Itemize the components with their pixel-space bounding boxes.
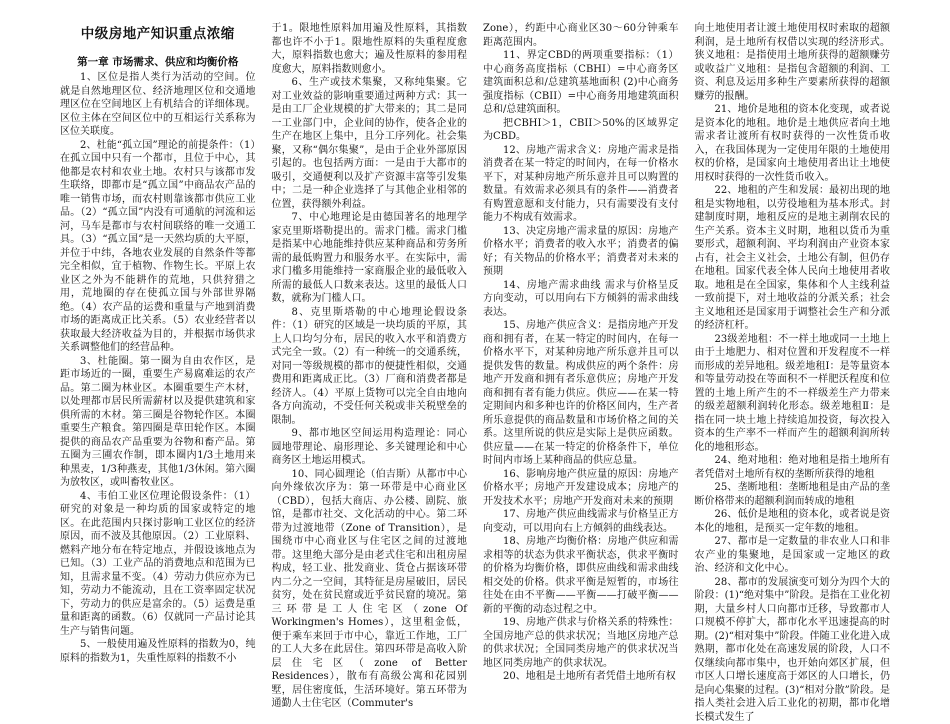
paragraph: 20、地租是土地所有者凭借土地所有权: [483, 670, 679, 684]
paragraph: 4、韦伯工业区位理论假设条件：（1）研究的对象是一种均质的国家或特定的地区。在此范围内只探讨影响工业区位的经济原因，而不波及其他原因。（2）工业原料、燃料产地分布在特定地点，并假设该地点为已知。（3）工业产品的消费地点和范围为已知，且需求量不变。（4）劳动力供应亦为已知，劳动力不能流动，且在工资率固定状况下，劳动力的供应是富余的。（5）运费是重量和距离的函数。（6）仅就同一产品讨论其生产与销售问题。: [60, 490, 256, 639]
paragraph: 22、地租的产生和发展：最初出现的地租是实物地租，以劳役地租为基本形式。封建制度时期，地租反应的是地主剥削农民的生产关系。资本主义时期，地租以货币为重要形式，超额利润、平均利润由产业资本家占有，社会主义社会，土地公有制，但仍存在地租。国家代表全体人民向土地使用者收取。地租是在全国家，集体和个人主线利益一致前提下，对土地收益的分派关系；社会主义地租还是国家用于调整社会生产和分派的经济杠杆。: [695, 184, 891, 333]
paragraph: 11、界定CBD的两项重要指标：（1）中心商务高度指标（CBHI）=中心商务区建筑面积总和/总建筑基地面积 (2)中心商务强度指标（CBII）=中心商务用地建筑面积总和/总建筑面积。: [483, 49, 679, 117]
paragraph: 24、绝对地租：绝对地租是指土地所有者凭借对土地所有权的垄断所获得的地租: [695, 454, 891, 481]
paragraph: 13、决定房地产需求量的原因：房地产价格水平；消费者的收入水平；消费者的偏好；有关物品的价格水平；消费者对未来的预期: [483, 225, 679, 279]
text-column-3: [483, 22, 679, 724]
document-page: [60, 22, 890, 662]
chapter-heading: 第一章 市场需求、供应和均衡价格: [60, 56, 256, 70]
paragraph: 2、杜能“孤立国”理论的前提条件：（1）在孤立国中只有一个都市，且位于中心，其他都是农村和农业土地。农村只与该都市发生联络，即都市是“孤立国”中商品农产品的唯一销售市场，而农村则靠该都市供应工业品。（2）“孤立国”内没有可通航的河流和运河，马车是都市与农村间联络的唯一交通工具。（3）“孤立国”是一天然均质的大平原，并位于中纬，各地农业发展的自然条件等都完全相似，宜于植物、作物生长。平原上农业区之外为不能耕作的荒地，只供狩猎之用，荒地圈的存在使孤立国与外部世界隔绝。（4）农产品的运费和重量与产地到消费市场的距离成正比关系。（5）农业经营者以获取最大经济收益为目的，并根据市场供求关系调整他们的经营品种。: [60, 139, 256, 355]
paragraph: 3、杜能圈。第一圈为自由农作区，是距市场近的一圈，重要生产易腐难运的农产品。第二圈为林业区。本圈重要生产木材，以处理都市居民所需薪材以及提供建筑和家俱所需的木材。第三圈是谷物轮作区。本圈重要生产粮食。第四圈是草田轮作区。本圈提供的商品农产品重要为谷物和畜产品。第五圈为三圃农作制，即本圈内1/3土地用来种黑麦，1/3种燕麦，其他1/3休闲。第六圈为放牧区，或叫畜牧业区。: [60, 355, 256, 490]
paragraph: 26、低价是地租的资本化，或者说是资本化的地租，是预买一定年数的地租。: [695, 508, 891, 535]
paragraph: 14、房地产需求曲线 需求与价格呈反方向变动，可以用向右下方倾斜的需求曲线表达。: [483, 279, 679, 320]
paragraph: 5、一般使用遍及性原料的指数为0，纯原料的指数为1，失重性原料的指数不小: [60, 638, 256, 665]
document-title: 中级房地产知识重点浓缩: [60, 28, 256, 42]
paragraph: 28、都市的发展演变可划分为四个大的阶段：(1)“绝对集中”阶段。是指在工业化初期，大量乡村人口向都市迁移，导致都市人口规模不停扩大，都市化水平迅速提高的时期。(2)“相对集中”阶段。伴随工业化进入成熟期，都市化处在高速发展的阶段，人口不仅继续向都市集中，也开始向郊区扩展，但市区人口增长速度高于郊区的人口增长，仍是向心集聚的过程。(3)“相对分散”阶段。是指人类社会进入后工业化的初期，都市化增长模式发生了: [695, 576, 891, 724]
paragraph-continued: 向土地使用者让渡土地使用权时索取的超额利润，是土地所有权借以实现的经济形式。狭义地租：是指使用土地所获得的超额赚劳或收益广义地租：是指包含超额的利润、工资、利息及运用多种生产要素所获得的超额赚劳的报酬。: [695, 22, 891, 103]
paragraph: 6、生产或技术集聚，又称纯集聚。它对工业效益的影响重要通过两种方式：其一是由工厂企业规模的扩大带来的；其二是同一工业部门中，企业间的协作，使各企业的生产在地区上集中，且分工序列化。社会集聚，又称“偶尔集聚”，是由于企业外部原因引起的。也包括两方面：一是由于大都市的吸引，交通便利以及扩产资源丰富等引发集中；二是一种企业选择了与其他企业相邻的位置，获得额外利益。: [272, 76, 468, 211]
paragraph: 18、房地产均衡价格：房地产供应和需求相等的状态为供求平衡状态，供求平衡时的价格为均衡价格，即供应曲线和需求曲线相交处的价格。供求平衡是短暂的，市场往往处在由不平衡——平衡——打破平衡——新的平衡的动态过程之中。: [483, 535, 679, 616]
paragraph: 把CBHI＞1，CBII＞50%的区域界定为CBD。: [483, 117, 679, 144]
paragraph: 23级差地租：不一样土地或同一土地上由于土地肥力、相对位置和开发程度不一样而形成的差异地租。级差地租Ⅰ：是等量资本和等量劳动投在等面积不一样肥沃程度和位置的土地上所产生的不一样级差生产力带来的级差超额利润转化形态。级差地租Ⅱ：是指在同一块土地上持续追加投资，每次投入资本的生产率不一样而产生的超额利润所转化的地租形态。: [695, 333, 891, 455]
paragraph: 15、房地产供应含义：是指房地产开发商和拥有者，在某一特定的时间内，在每一价格水平下，对某种房地产所乐意并且可以提供发售的数量。构成供应的两个条件：房地产开发商和拥有者乐意供应；房地产开发商和拥有者有能力供应。供应——在某一特定期间内和多种也许的价格区间内，生产者所乐意提供的商品数量和市场价格之间的关系。这里所说的供应是实际上是供应函数。供应量——在某一特定的价格条件下，单位时间内市场上某种商品的供应总量。: [483, 319, 679, 468]
paragraph: 25、垄断地租：垄断地租是由产品的垄断价格带来的超额利润而转成的地租: [695, 481, 891, 508]
paragraph: 12、房地产需求含义：房地产需求是指消费者在某一特定的时间内，在每一价格水平下，对某种房地产所乐意并且可以购置的数量。有效需求必须具有的条件——消费者有购置意愿和支付能力，只有需要没有支付能力不构成有效需求。: [483, 144, 679, 225]
paragraph: 1、区位是指人类行为活动的空间。位就是自然地理区位、经济地理区位和交通地理区位在空间地区上有机结合的详细体现。区位主体在空间区位中的互相运行关系称为区位关联度。: [60, 71, 256, 139]
paragraph: 9、都市地区空间运用构造理论：同心圆地带理论、扇形理论、多关键理论和中心商务区土地运用模式。: [272, 427, 468, 468]
paragraph-continued: 于1。限地性原料加用遍及性原料，其指数都也许不小于1。限地性原料的失重程度愈大，原料指数也愈大；遍及性原料的参用程度愈大，原料指数则愈小。: [272, 22, 468, 76]
paragraph: 17、房地产供应曲线需求与价格呈正方向变动，可以用向右上方倾斜的曲线表达。: [483, 508, 679, 535]
paragraph: 8、克里斯塔勒的中心地理论假设条件：（1）研究的区域是一块均质的平原，其上人口均匀分布，居民的收入水平和消费方式完全一致。（2）有一种统一的交通系统，对同一等级规模的都市的便捷性相似，交通费用和距离成正比。（3）厂商和消费者都是经济人。（4）平原上货物可以完全自由地向各方向流动，不受任何关税或非关税壁垒的限制。: [272, 306, 468, 428]
paragraph-continued: Zone），约距中心商业区30～60分钟乘车距离范围内。: [483, 22, 679, 49]
paragraph: 21、地价是地租的资本化变现，或者说是资本化的地租。地价是土地供应者向土地需求者让渡所有权时获得的一次性货币收入，在我国体现为一定使用年限的土地使用权的价格，是国家向土地使用者出让土地使用权时获得的一次性货币收入。: [695, 103, 891, 184]
paragraph: 16、影响房地产供应量的原因：房地产价格水平；房地产开发建设成本；房地产的开发技术水平；房地产开发商对未来的预期: [483, 468, 679, 509]
text-column-1: [60, 22, 256, 724]
text-column-4: [695, 22, 891, 724]
paragraph: 7、中心地理论是由德国著名的地理学家克里斯塔勒提出的。需求门槛。需求门槛是指某中心地能维持供应某种商品和劳务所需的最低购置力和服务水平。在实际中，需求门槛多用能维持一家商服企业的最低收入所需的最低人口数来表达。这里的最低人口数，就称为门槛人口。: [272, 211, 468, 306]
paragraph: 10、同心圆理论（伯吉斯）从都市中心向外缘依次序为：第一环带是中心商业区（CBD），包括大商店、办公楼、剧院、旅馆，是都市社交、文化活动的中心。第二环带为过渡地带（Zone of Transition），是围绕市中心商业区与住宅区之间的过渡地带。这里绝大部分是由老式住宅和出租房屋构成，轻工业、批发商业、货仓占据该环带内二分之一空间，其特征是房屋破旧，居民贫穷，处在贫民窟或近乎贫民窟的境况。第三环带是工人住宅区（zone Of Workingmen's Homes），这里租金低，便于乘车来回于市中心，靠近工作地，工厂的工人大多在此居住。第四环带是高收入阶层住宅区（zone of Better Residences），散布有高级公寓和花园别墅，居住密度低，生活环境好。第五环带为通勤人士住宅区（Commuter's: [272, 468, 468, 711]
paragraph: 19、房地产供求与价格关系的特殊性：全国房地产总的供求状况；当地区房地产总的供求状况；全国同类房地产的供求状况当地区同类房地产的供求状况。: [483, 616, 679, 670]
text-column-2: [272, 22, 468, 724]
paragraph: 27、都市是一定数量的非农业人口和非农产业的集聚地，是国家或一定地区的政治、经济和文化中心。: [695, 535, 891, 576]
